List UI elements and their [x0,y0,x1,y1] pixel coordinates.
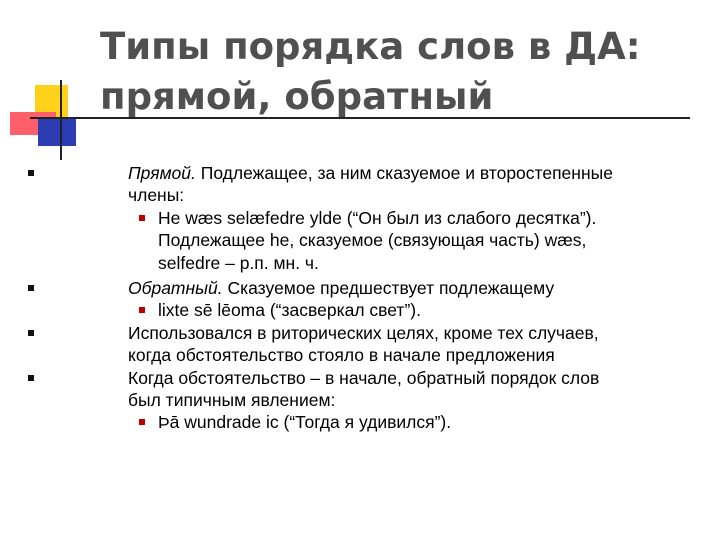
decor-blue-square [38,118,76,146]
sub-bullet-square-icon [139,307,145,313]
slide-body [128,162,698,434]
bullet-text: когда обстоятельство стояло в начале предложения [128,345,555,366]
term-direct: Прямой. [128,163,196,183]
bullet-text: Подлежащее, за ним сказуемое и второстепенные [195,163,613,183]
sub-bullet-text: lixte sē lēoma (“засверкал свет”). [158,300,421,321]
bullet-text: был типичным явлением: [128,390,336,411]
sub-bullet-example [158,411,698,433]
sub-bullet-square-icon [139,419,145,425]
bullet-direct-order [128,162,698,274]
sub-bullet-text: selfedre – р.п. мн. ч. [158,252,319,273]
slide-title [100,22,700,122]
bullet-rhetoric [128,322,698,367]
sub-bullet-text: Подлежащее he, сказуемое (связующая часть) wæs, [158,230,587,251]
slide-title-line-1: Типы порядка слов в ДА: [100,25,641,68]
bullet-square-icon [28,375,34,381]
bullet-square-icon [28,285,34,291]
sub-bullet-example [158,299,698,321]
bullet-text: Использовался в риторических целях, кроме тех случаев, [128,322,599,343]
term-inverse: Обратный. [128,278,223,299]
sub-bullet-text: Þā wundrade ic (“Тогда я удивился”). [158,412,452,433]
sub-bullet-text: He wæs selæfedre ylde (“Он был из слабого десятка”). [158,207,597,228]
bullet-square-icon [28,330,34,336]
bullet-text: Когда обстоятельство – в начале, обратный порядок слов [128,367,600,388]
bullet-adverbial [128,367,698,434]
sub-bullet-example [158,207,698,274]
bullet-square-icon [28,170,34,176]
bullet-inverse-order [128,277,698,322]
bullet-text: члены: [128,185,185,206]
bullet-text: Сказуемое предшествует подлежащему [222,278,555,299]
sub-bullet-square-icon [139,215,145,221]
decor-vertical-line [60,80,62,160]
slide-title-line-2: прямой, обратный [100,75,494,118]
